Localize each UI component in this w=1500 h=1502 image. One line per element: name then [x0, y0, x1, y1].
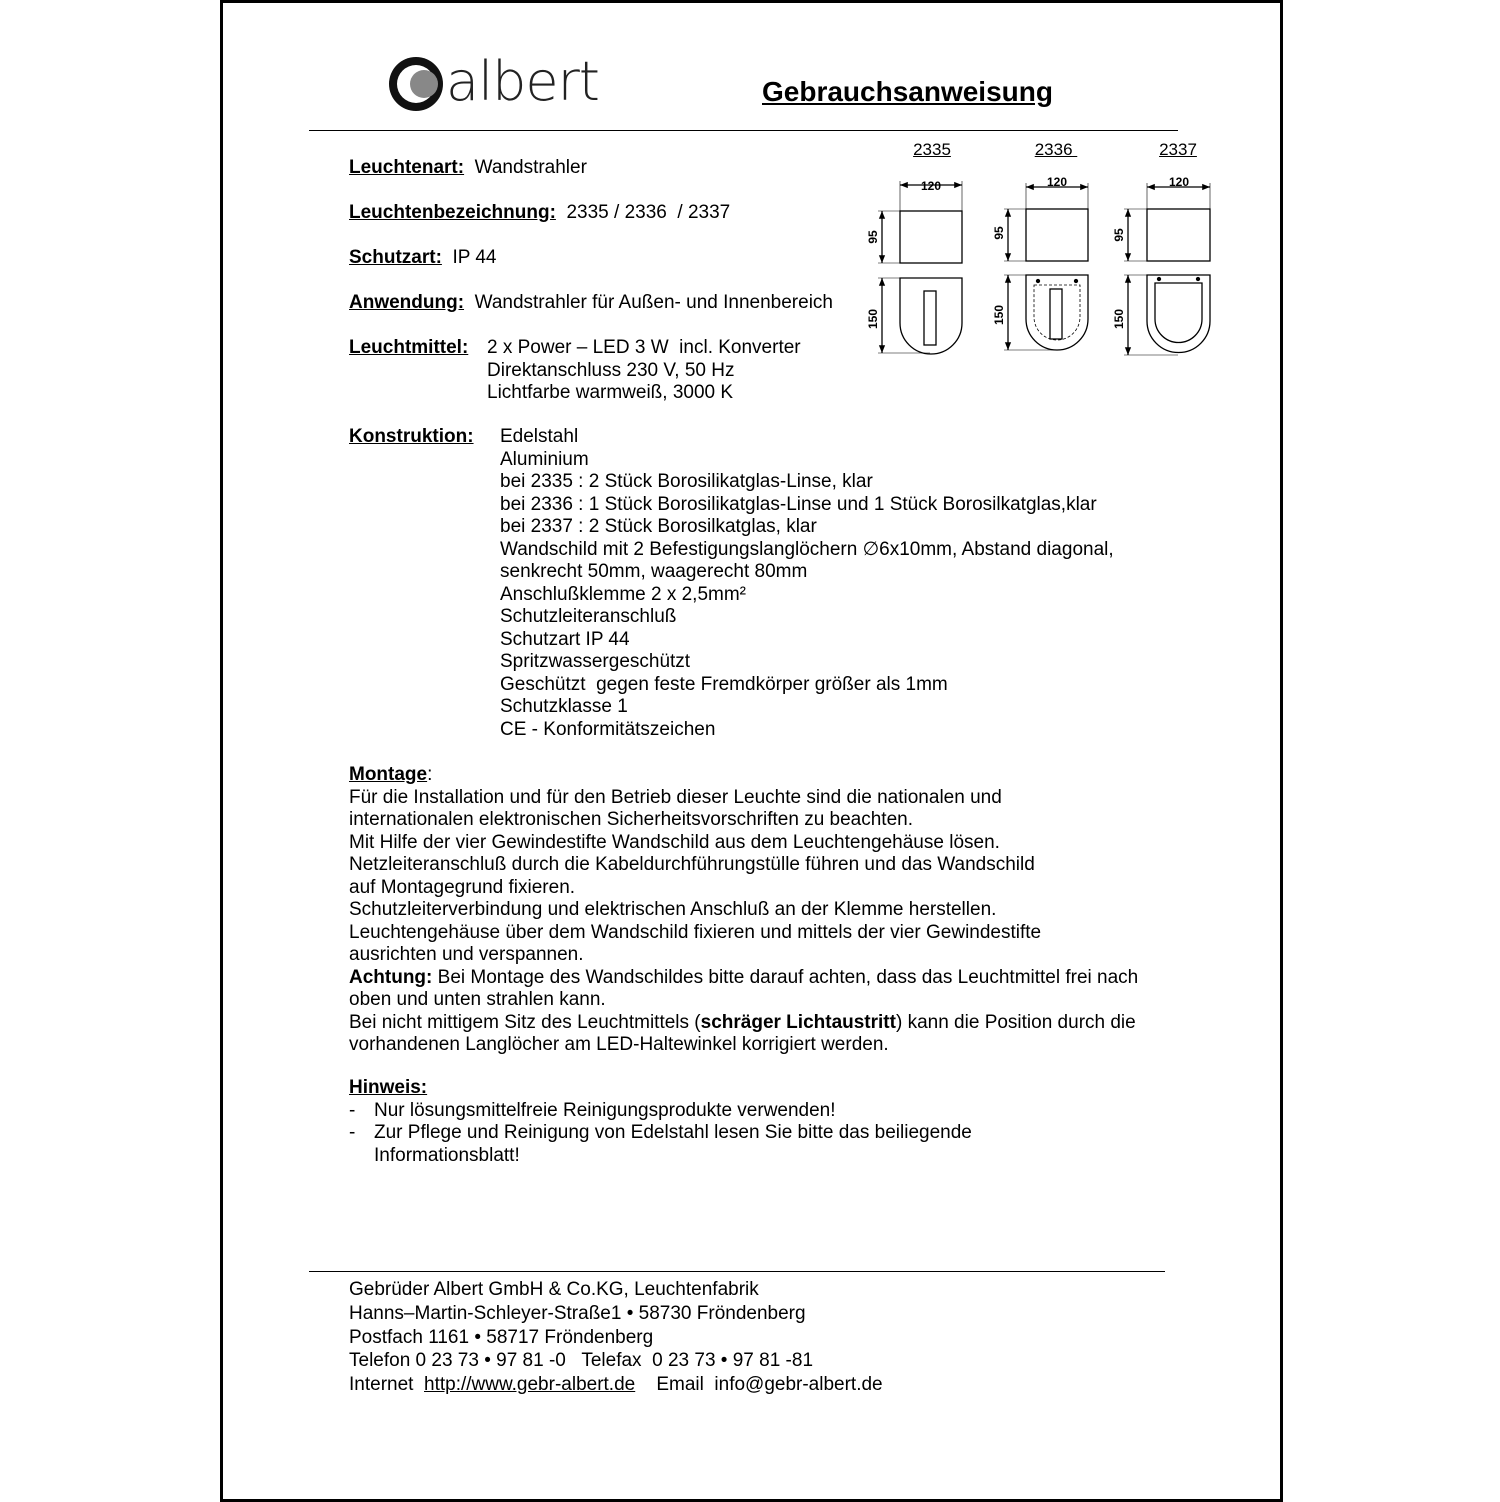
- drawing-2335: [878, 181, 962, 354]
- dim-height-label: 95: [992, 226, 1006, 240]
- hinweis-text: Nur lösungsmittelfreie Reinigungsprodukte verwenden!: [374, 1099, 836, 1121]
- montage-line: Mit Hilfe der vier Gewindestifte Wandschild aus dem Leuchtengehäuse lösen.: [349, 831, 1000, 853]
- spec-line: Anschlußklemme 2 x 2,5mm²: [500, 583, 747, 605]
- logo-text: albert: [446, 50, 599, 113]
- dim-width-label: 120: [920, 179, 942, 193]
- spec-bezeichnung: [349, 202, 730, 225]
- spec-line: Schutzklasse 1: [500, 696, 628, 717]
- spec-line: Aluminium: [500, 448, 589, 470]
- montage-label: Montage: [349, 764, 428, 785]
- montage-line: Schutzleiterverbindung und elektrischen Anschluß an der Klemme herstellen.: [349, 899, 997, 920]
- spec-value: IP 44: [452, 247, 497, 268]
- header-divider: [309, 130, 1178, 131]
- spec-line: senkrecht 50mm, waagerecht 80mm: [500, 561, 808, 582]
- footer-divider: [309, 1271, 1165, 1272]
- hinweis-section: [349, 1077, 972, 1167]
- spec-line: Lichtfarbe warmweiß, 3000 K: [487, 382, 734, 403]
- model-number-2337: 2337: [1159, 140, 1197, 159]
- montage-line: Leuchtengehäuse über dem Wandschild fixieren und mittels der vier Gewindestifte: [349, 921, 1042, 943]
- spec-value: Wandstrahler: [474, 157, 587, 178]
- drawing-2336: [1004, 183, 1088, 350]
- drawing-2337: [1124, 183, 1210, 355]
- model-number-2335: 2335: [913, 140, 951, 159]
- dim-width-label: 120: [1046, 175, 1068, 189]
- dim-width-label: 120: [1168, 175, 1190, 189]
- spec-line: Schutzart IP 44: [500, 628, 630, 650]
- montage-line: vorhandenen Langlöcher am LED-Haltewinkel korrigiert werden.: [349, 1034, 889, 1055]
- hinweis-dash: -: [349, 1099, 356, 1121]
- dim-front-label: 150: [866, 308, 880, 330]
- footer-postfach: Postfach 1161 • 58717 Fröndenberg: [349, 1326, 654, 1348]
- spec-line: Edelstahl: [500, 426, 579, 447]
- spec-line: Wandschild mit 2 Befestigungslanglöchern ∅6x10mm, Abstand diagonal,: [500, 538, 1114, 560]
- footer-internet: [349, 1373, 883, 1397]
- spec-anwendung: [349, 292, 833, 315]
- mittig-line: [349, 1012, 1138, 1035]
- model-number-2336: 2336: [1034, 140, 1078, 159]
- spec-label: Leuchtenart:: [349, 157, 465, 178]
- mittig-pre: Bei nicht mittigem Sitz des Leuchtmittels (: [349, 1011, 701, 1033]
- mittig-post: ) kann die Position durch die: [895, 1011, 1136, 1033]
- spec-leuchtenart: [349, 157, 587, 180]
- dim-height-label: 95: [1112, 228, 1126, 242]
- achtung-text: Bei Montage des Wandschildes bitte darauf achten, dass das Leuchtmittel frei nach: [432, 966, 1139, 988]
- spec-line: bei 2337 : 2 Stück Borosilkatglas, klar: [500, 516, 817, 537]
- spec-leuchtmittel-label: [349, 337, 468, 360]
- montage-line: Netzleiteranschluß durch die Kabeldurchführungstülle führen und das Wandschild: [349, 854, 1035, 875]
- hinweis-item: [349, 1100, 972, 1123]
- dim-front-label: 150: [992, 304, 1006, 326]
- spec-line: Geschützt gegen feste Fremdkörper größer als 1mm: [500, 673, 948, 695]
- spec-value: Wandstrahler für Außen- und Innenbereich: [474, 292, 833, 313]
- logo: [388, 50, 628, 113]
- hinweis-item: [349, 1122, 972, 1145]
- spec-line: Spritzwassergeschützt: [500, 651, 691, 672]
- spec-line: Schutzleiteranschluß: [500, 606, 677, 627]
- hinweis-dash: -: [349, 1122, 356, 1143]
- spec-value: 2335 / 2336 / 2337: [566, 202, 731, 223]
- spec-label: Leuchtmittel:: [349, 337, 469, 358]
- footer-email: Email info@gebr-albert.de: [635, 1374, 883, 1396]
- spec-label: Leuchtenbezeichnung:: [349, 202, 556, 223]
- spec-line: bei 2335 : 2 Stück Borosilikatglas-Linse, klar: [500, 471, 873, 492]
- spec-konstruktion-label: [349, 426, 474, 449]
- spec-label: Konstruktion:: [349, 426, 474, 447]
- dim-front-label: 150: [1112, 308, 1126, 330]
- montage-heading: [349, 764, 1138, 787]
- montage-line: Für die Installation und für den Betrieb dieser Leuchte sind die nationalen und: [349, 786, 1002, 808]
- hinweis-text: Informationsblatt!: [374, 1144, 520, 1166]
- hinweis-text: Zur Pflege und Reinigung von Edelstahl lesen Sie bitte das beiliegende: [374, 1122, 972, 1143]
- technical-drawings: [860, 165, 1220, 365]
- spec-konstruktion-values: [500, 426, 1114, 741]
- achtung-line: [349, 967, 1138, 990]
- montage-line: auf Montagegrund fixieren.: [349, 876, 576, 898]
- montage-line: ausrichten und verspannen.: [349, 944, 584, 965]
- hinweis-label: Hinweis:: [349, 1077, 428, 1098]
- spec-schutzart: [349, 247, 497, 270]
- montage-colon: :: [427, 764, 433, 785]
- footer-address: Hanns–Martin-Schleyer-Straße1 • 58730 Fröndenberg: [349, 1302, 806, 1324]
- logo-mark-icon: [388, 56, 444, 112]
- montage-line: oben und unten strahlen kann.: [349, 989, 606, 1010]
- spec-line: CE - Konformitätszeichen: [500, 718, 716, 740]
- page-title: Gebrauchsanweisung: [762, 76, 1053, 107]
- spec-line: Direktanschluss 230 V, 50 Hz: [487, 359, 735, 381]
- dim-height-label: 95: [866, 230, 880, 244]
- montage-section: [349, 764, 1138, 1057]
- spec-line: 2 x Power – LED 3 W incl. Konverter: [487, 337, 801, 358]
- spec-line: bei 2336 : 1 Stück Borosilikatglas-Linse und 1 Stück Borosilkatglas,klar: [500, 493, 1097, 515]
- footer-company: Gebrüder Albert GmbH & Co.KG, Leuchtenfabrik: [349, 1279, 759, 1300]
- mittig-bold: schräger Lichtaustritt: [700, 1011, 896, 1033]
- spec-label: Anwendung:: [349, 292, 465, 313]
- footer: [349, 1278, 883, 1397]
- footer-telefon: Telefon 0 23 73 • 97 81 -0 Telefax 0 23 73 • 97 81 -81: [349, 1350, 814, 1372]
- montage-line: internationalen elektronischen Sicherheitsvorschriften zu beachten.: [349, 809, 913, 830]
- spec-leuchtmittel-values: [487, 337, 801, 405]
- website-link[interactable]: http://www.gebr-albert.de: [424, 1374, 636, 1396]
- footer-internet-label: Internet: [349, 1374, 424, 1396]
- achtung-label: Achtung:: [349, 966, 433, 988]
- spec-label: Schutzart:: [349, 247, 442, 268]
